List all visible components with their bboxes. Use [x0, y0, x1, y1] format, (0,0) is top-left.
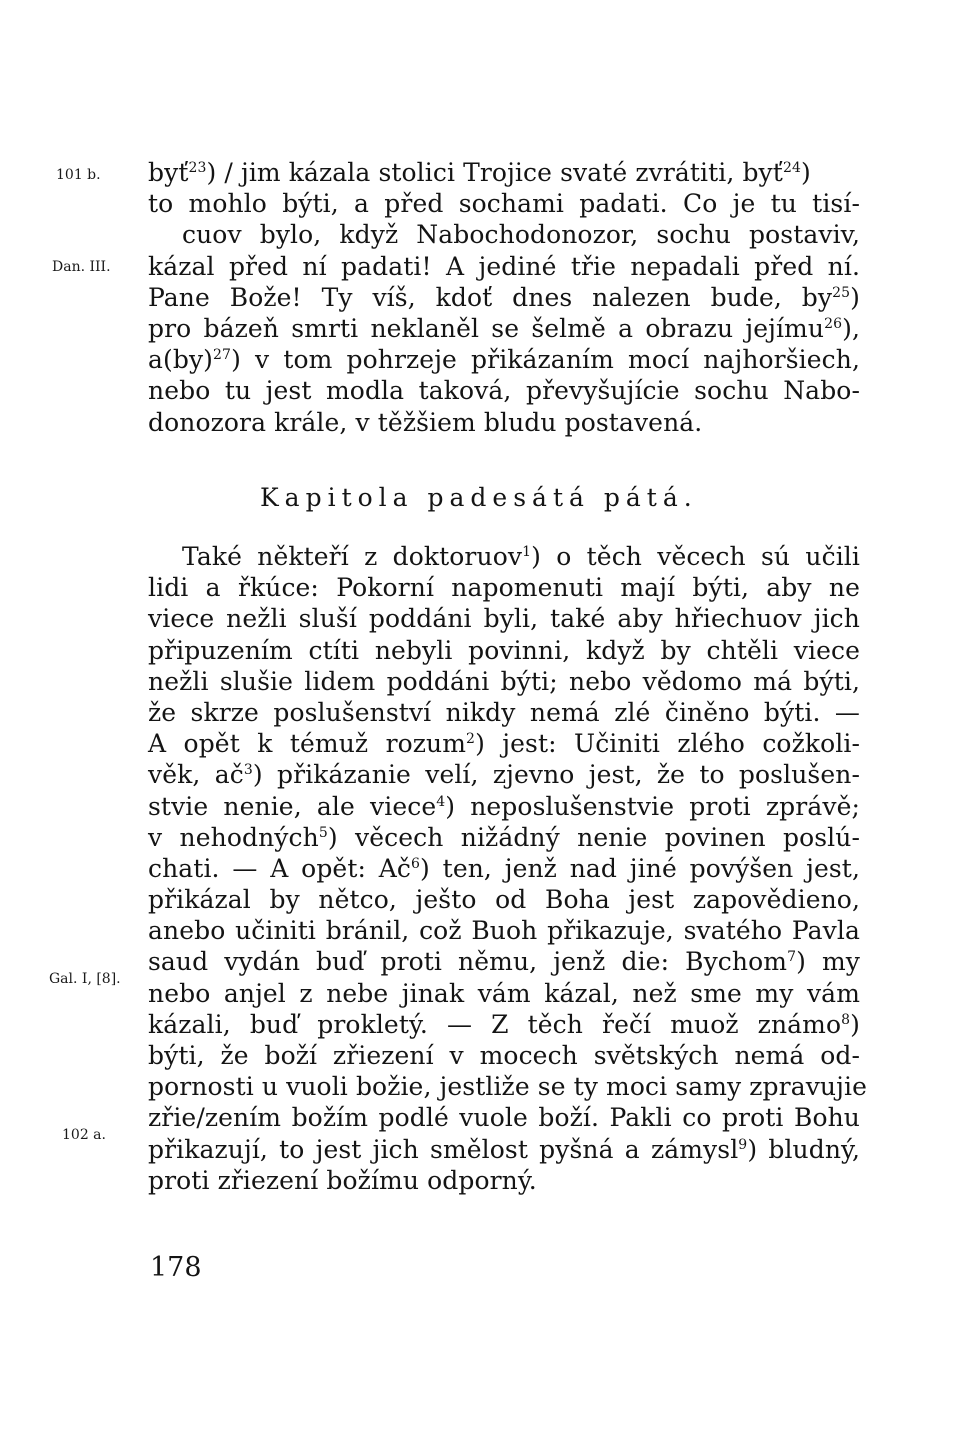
margin-note-folio-102a: 102 a. [62, 1127, 106, 1143]
text-line [148, 1009, 860, 1040]
text-run: připuzením ctíti nebyli povinni, když by chtěli viece [148, 635, 860, 665]
text-run: saud vydán buď proti němu, jenž die: Bychom [148, 947, 788, 977]
text-line [148, 219, 860, 250]
text-line [148, 1071, 867, 1102]
margin-note-gal-i-8: Gal. I, [8]. [49, 971, 121, 987]
footnote-marker: 6 [411, 855, 421, 872]
text-run: kázal před ní padati! A jediné třie nepadali před ní. [148, 251, 860, 281]
text-run: donozora krále, v těžšiem bludu postavená. [148, 407, 703, 437]
text-line [148, 759, 860, 790]
paragraph-chapter-55 [148, 541, 867, 1196]
footnote-marker: 5 [318, 824, 328, 841]
chapter-heading: Kapitola padesátá pátá. [260, 483, 698, 512]
text-line [148, 1040, 860, 1071]
text-run: nebo anjel z nebe jinak vám kázal, než sme my vám [148, 978, 860, 1008]
text-line [148, 822, 860, 853]
text-line [148, 603, 860, 634]
text-line [148, 251, 860, 282]
text-run: býti, že boží zřiezení v mocech světských nemá od- [148, 1041, 860, 1070]
margin-note-folio-101b: 101 b. [56, 167, 101, 183]
text-run: přikázal by nětco, ješto od Boha jest zapovědieno, [148, 885, 860, 915]
text-run: pro bázeň smrti neklaněl se šelmě a obrazu jejímu [148, 313, 825, 343]
paragraph-previous-chapter-end [148, 157, 860, 438]
text-run: viece nežli sluší poddáni byli, také aby hřiechuov jich [148, 604, 860, 634]
text-line [148, 791, 860, 822]
text-line [148, 635, 860, 666]
footnote-marker: 4 [436, 793, 446, 810]
text-run: A opět k témuž rozum [148, 729, 467, 759]
text-line [148, 375, 860, 406]
text-line [148, 407, 860, 438]
text-run: v nehodných [148, 822, 319, 852]
text-line [148, 1102, 860, 1133]
text-run: ) jest: Učiniti zlého cožkoli- [475, 729, 860, 759]
text-line [148, 157, 860, 188]
text-run: ) [850, 282, 860, 312]
footnote-marker: 24 [782, 160, 801, 176]
text-run: ) věcech nižádný nenie povinen poslú- [327, 822, 860, 852]
text-line [148, 697, 860, 728]
page-number: 178 [150, 1252, 202, 1283]
text-run: a(by) [148, 345, 214, 375]
text-run: lidi a řkúce: Pokorní napomenuti mají býti, aby ne [148, 573, 860, 603]
text-line [148, 188, 860, 219]
text-run: ) o těch věcech sú učili [531, 542, 860, 571]
text-run: stvie nenie, ale viece [148, 791, 437, 821]
text-line [148, 541, 860, 572]
footnote-marker: 9 [738, 1136, 748, 1153]
footnote-marker: 1 [522, 544, 532, 560]
text-run: že skrze poslušenství nikdy nemá zlé činěno býti. — [148, 697, 860, 727]
footnote-marker: 23 [188, 160, 207, 176]
text-run: cuov bylo, když Nabochodonozor, sochu postaviv, [182, 220, 860, 250]
text-line [148, 282, 860, 313]
text-run: ) ten, jenž nad jiné povýšen jest, [420, 853, 860, 883]
footnote-marker: 7 [787, 949, 797, 966]
text-line [148, 915, 860, 946]
text-run: anebo učiniti bránil, což Buoh přikazuje, svatého Pavla [148, 916, 860, 946]
text-run: ) přikázanie velí, zjevno jest, že to poslušen- [252, 760, 860, 790]
margin-note-dan-iii: Dan. III. [52, 259, 111, 275]
text-run: věk, ač [148, 760, 244, 790]
text-run: chati. — A opět: Ač [148, 853, 412, 883]
text-run: pornosti u vuoli božie, jestliže se ty moci samy zpravujie [148, 1072, 867, 1102]
text-line [148, 978, 860, 1009]
text-run: Pane Bože! Ty víš, kdoť dnes nalezen bude, by [148, 282, 833, 312]
text-run: ) my [796, 947, 861, 977]
footnote-marker: 27 [213, 347, 232, 364]
text-run: přikazují, to jest jich smělost pyšná a zámysl [148, 1134, 739, 1164]
footnote-marker: 25 [832, 284, 851, 301]
text-line [148, 946, 860, 977]
text-run: ), [842, 313, 860, 343]
footnote-marker: 3 [243, 762, 253, 779]
text-run: Také někteří z doktoruov [182, 542, 523, 571]
text-run: byť [148, 158, 189, 187]
text-line [148, 344, 860, 375]
text-run: ) neposlušenstvie proti zprávě; [445, 791, 860, 821]
text-line [148, 853, 860, 884]
text-run: nežli slušie lidem poddáni býti; nebo vědomo má býti, [148, 666, 860, 696]
text-line [148, 1134, 860, 1165]
text-line [148, 728, 860, 759]
footnote-marker: 8 [841, 1011, 851, 1028]
text-run: zřie/zením božím podlé vuole boží. Pakli co proti Bohu [148, 1103, 860, 1133]
text-line [148, 313, 860, 344]
text-line [148, 884, 860, 915]
text-run: ) / jim kázala stolici Trojice svaté zvrátiti, byť [206, 158, 783, 187]
text-line [148, 666, 860, 697]
footnote-marker: 26 [824, 315, 843, 332]
text-run: ) [850, 1009, 860, 1039]
footnote-marker: 2 [466, 731, 476, 748]
text-run: kázali, buď prokletý. — Z těch řečí muož známo [148, 1009, 842, 1039]
text-run: proti zřiezení božímu odporný. [148, 1165, 537, 1195]
text-run: nebo tu jest modla taková, převyšujície sochu Nabo- [148, 376, 860, 406]
text-run: ) v tom pohrzeje přikázaním mocí najhoršiech, [231, 345, 860, 375]
text-run: to mohlo býti, a před sochami padati. Co je tu tisí- [148, 189, 860, 219]
text-line [148, 572, 860, 603]
text-run: ) bludný, [747, 1134, 860, 1164]
text-run: ) [800, 158, 811, 187]
text-line [148, 1165, 860, 1196]
